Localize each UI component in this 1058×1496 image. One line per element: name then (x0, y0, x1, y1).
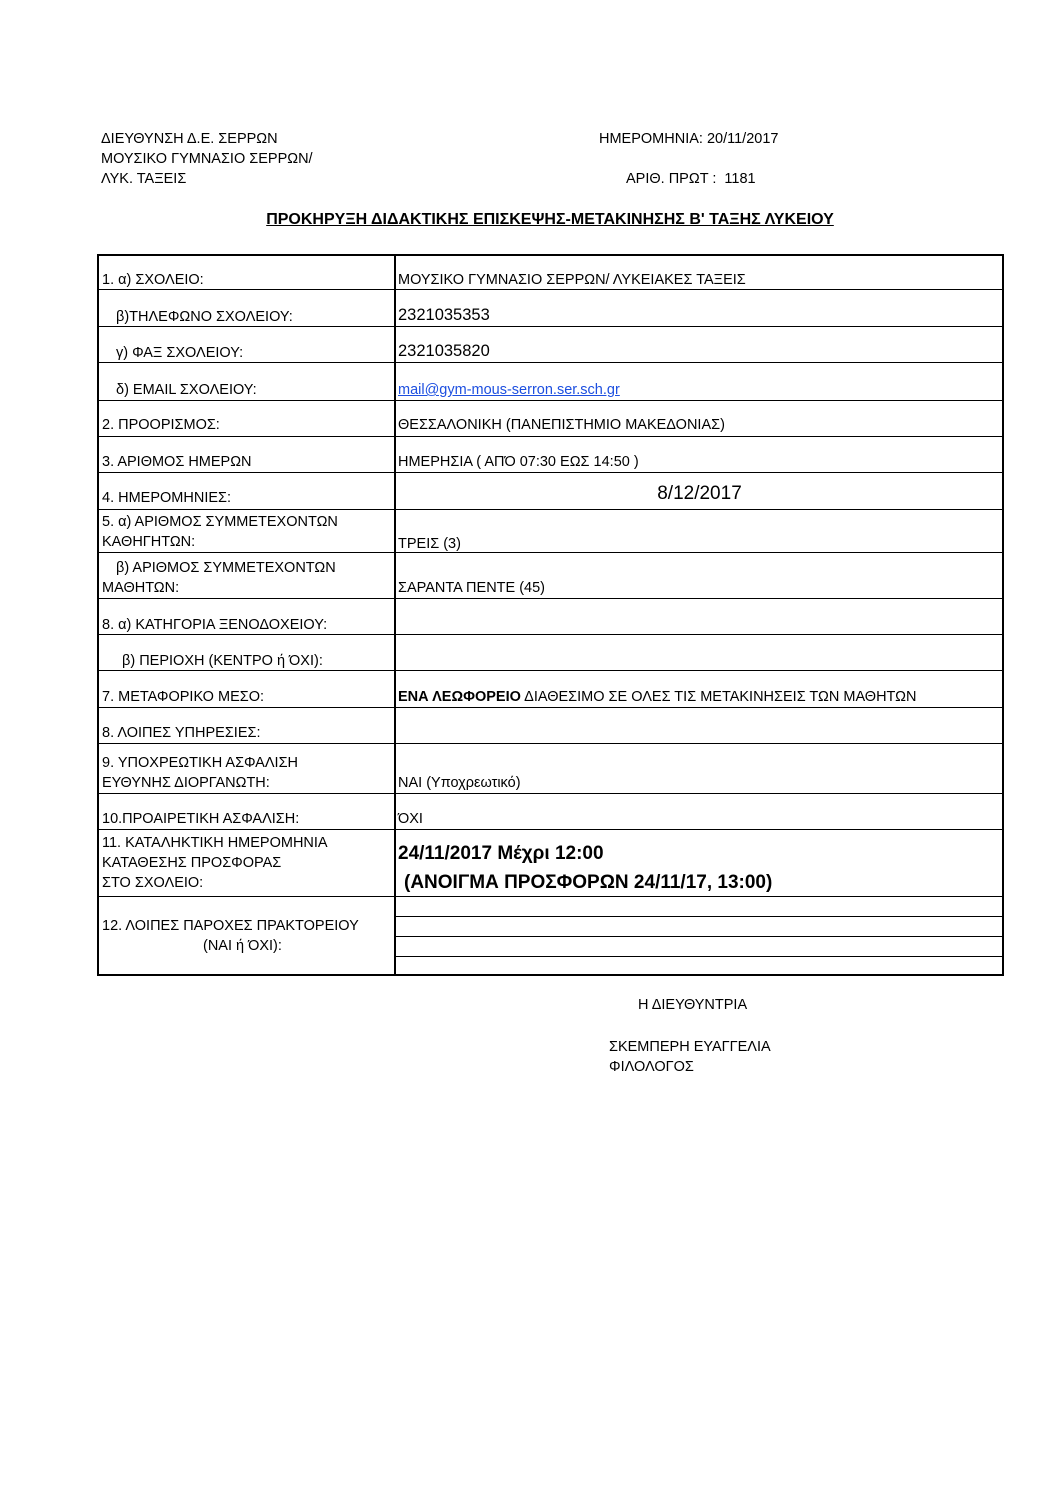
optional-insurance-value: ΌΧΙ (398, 811, 423, 827)
optional-insurance-label: 10.ΠΡΟΑΙΡΕΤΙΚΗ ΑΣΦΑΛΙΣΗ: (102, 811, 300, 827)
header-classes: ΛΥΚ. ΤΑΞΕΙΣ (101, 171, 187, 187)
header-authority: ΔΙΕΥΘΥΝΣΗ Δ.Ε. ΣΕΡΡΩΝ (101, 131, 278, 147)
signature-title: ΦΙΛΟΛΟΓΟΣ (609, 1059, 694, 1075)
deadline-label-1: 11. ΚΑΤΑΛΗΚΤΙΚΗ ΗΜΕΡΟΜΗΝΙΑ (102, 835, 328, 851)
deadline-value: 24/11/2017 Μέχρι 12:00 (398, 843, 604, 864)
document-title: ΠΡΟΚΗΡΥΞΗ ΔΙΔΑΚΤΙΚΗΣ ΕΠΙΣΚΕΨΗΣ-ΜΕΤΑΚΙΝΗΣΗΣ Β' ΤΑΞΗΣ ΛΥΚΕΙΟΥ (266, 211, 834, 228)
protocol-number: 1181 (724, 171, 756, 187)
header-protocol (626, 169, 756, 189)
row-divider (97, 793, 1004, 794)
fax-value: 2321035820 (398, 342, 490, 360)
row-divider (97, 598, 1004, 599)
sub-row-divider (394, 956, 1004, 957)
transport-value-bold: ΕΝΑ ΛΕΩΦΟΡΕΙΟ (398, 689, 521, 705)
area-label: β) ΠΕΡΙΟΧΗ (ΚΕΝΤΡΟ ή ΌΧΙ): (122, 653, 323, 669)
header-date: ΗΜΕΡΟΜΗΝΙΑ: 20/11/2017 (599, 131, 779, 147)
insurance-label-1: 9. ΥΠΟΧΡΕΩΤΙΚΗ ΑΣΦΑΛΙΣΗ (102, 755, 298, 771)
deadline-label-2: ΚΑΤΑΘΕΣΗΣ ΠΡΟΣΦΟΡΑΣ (102, 855, 282, 871)
dates-label: 4. ΗΜΕΡΟΜΗΝΙΕΣ: (102, 490, 232, 506)
dates-value: 8/12/2017 (657, 483, 742, 504)
teachers-value: ΤΡΕΙΣ (3) (398, 536, 461, 552)
phone-label: β)ΤΗΛΕΦΩΝΟ ΣΧΟΛΕΙΟΥ: (116, 309, 293, 325)
row-divider (97, 472, 1004, 473)
row-divider (97, 743, 1004, 744)
days-value: ΗΜΕΡΗΣΙΑ ( ΑΠΌ 07:30 ΕΩΣ 14:50 ) (398, 454, 639, 470)
school-label: 1. α) ΣΧΟΛΕΙΟ: (102, 272, 204, 288)
offers-opening-value: (ΑΝΟΙΓΜΑ ΠΡΟΣΦΟΡΩΝ 24/11/17, 13:00) (404, 872, 773, 893)
row-divider (97, 829, 1004, 830)
sub-row-divider (394, 916, 1004, 917)
row-divider (97, 509, 1004, 510)
email-label: δ) EMAIL ΣΧΟΛΕΙΟΥ: (116, 382, 257, 398)
destination-label: 2. ΠΡΟΟΡΙΣΜΟΣ: (102, 417, 220, 433)
transport-value (398, 687, 916, 707)
teachers-label-1: 5. α) ΑΡΙΘΜΟΣ ΣΥΜΜΕΤΕΧΟΝΤΩΝ (102, 514, 338, 530)
signature-name: ΣΚΕΜΠΕΡΗ ΕΥΑΓΓΕΛΙΑ (609, 1039, 771, 1055)
signature-role: Η ΔΙΕΥΘΥΝΤΡΙΑ (638, 997, 748, 1013)
sub-row-divider (394, 936, 1004, 937)
students-label-1: β) ΑΡΙΘΜΟΣ ΣΥΜΜΕΤΕΧΟΝΤΩΝ (116, 560, 336, 576)
deadline-label-3: ΣΤΟ ΣΧΟΛΕΙΟ: (102, 875, 204, 891)
row-divider (97, 436, 1004, 437)
transport-value-rest: ΔΙΑΘΕΣΙΜΟ ΣΕ ΟΛΕΣ ΤΙΣ ΜΕΤΑΚΙΝΗΣΕΙΣ ΤΩΝ ΜΑΘΗΤΩΝ (520, 689, 917, 705)
row-divider (97, 707, 1004, 708)
agency-label-2: (ΝΑΙ ή ΌΧΙ): (203, 938, 282, 954)
email-link[interactable]: mail@gym-mous-serron.ser.sch.gr (398, 382, 620, 398)
insurance-label-2: ΕΥΘΥΝΗΣ ΔΙΟΡΓΑΝΩΤΗ: (102, 775, 270, 791)
row-divider (97, 552, 1004, 553)
fax-label: γ) ΦΑΞ ΣΧΟΛΕΙΟΥ: (116, 345, 244, 361)
transport-label: 7. ΜΕΤΑΦΟΡΙΚΟ ΜΕΣΟ: (102, 689, 265, 705)
row-divider (97, 400, 1004, 401)
destination-value: ΘΕΣΣΑΛΟΝΙΚΗ (ΠΑΝΕΠΙΣΤΗΜΙΟ ΜΑΚΕΔΟΝΙΑΣ) (398, 417, 725, 433)
days-label: 3. ΑΡΙΘΜΟΣ ΗΜΕΡΩΝ (102, 454, 252, 470)
school-value: ΜΟΥΣΙΚΟ ΓΥΜΝΑΣΙΟ ΣΕΡΡΩΝ/ ΛΥΚΕΙΑΚΕΣ ΤΑΞΕΙΣ (398, 272, 746, 288)
students-value: ΣΑΡΑΝΤΑ ΠΕΝΤΕ (45) (398, 580, 546, 596)
header-school: ΜΟΥΣΙΚΟ ΓΥΜΝΑΣΙΟ ΣΕΡΡΩΝ/ (101, 151, 313, 167)
hotel-category-label: 8. α) ΚΑΤΗΓΟΡΙΑ ΞΕΝΟΔΟΧΕΙΟΥ: (102, 617, 328, 633)
insurance-value: ΝΑΙ (Υποχρεωτικό) (398, 775, 521, 791)
agency-label-1: 12. ΛΟΙΠΕΣ ΠΑΡΟΧΕΣ ΠΡΑΚΤΟΡΕΙΟΥ (102, 918, 359, 934)
phone-value: 2321035353 (398, 306, 490, 324)
protocol-label: ΑΡΙΘ. ΠΡΩΤ : (626, 171, 717, 187)
teachers-label-2: ΚΑΘΗΓΗΤΩΝ: (102, 534, 196, 550)
other-services-label: 8. ΛΟΙΠΕΣ ΥΠΗΡΕΣΙΕΣ: (102, 725, 261, 741)
students-label-2: ΜΑΘΗΤΩΝ: (102, 580, 180, 596)
